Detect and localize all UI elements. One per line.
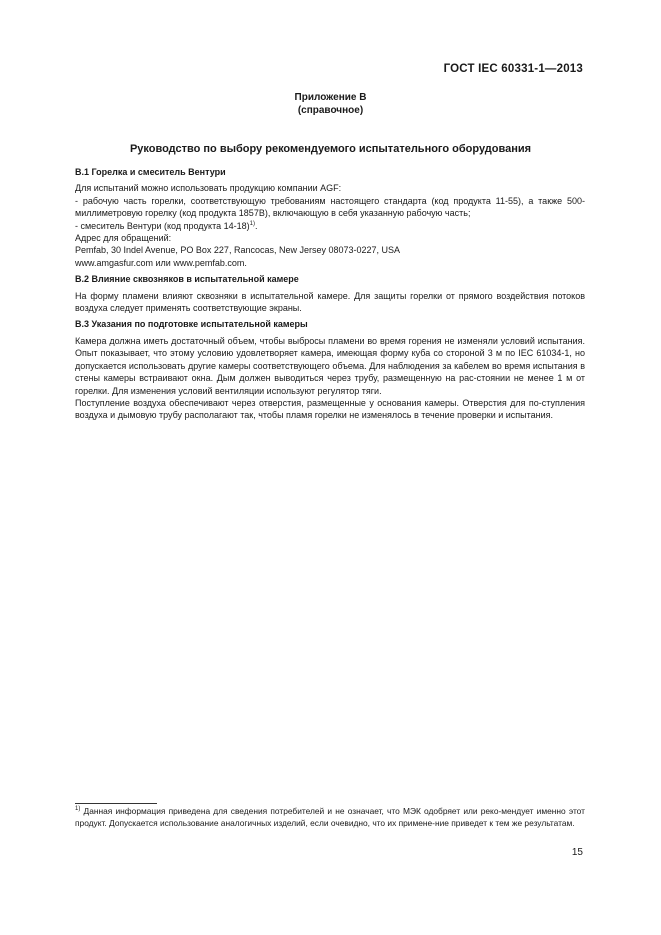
footnote-mark: 1) [75,806,81,812]
footnote-body: Данная информация приведена для сведения потребителей и не означает, что МЭК одобряет или реко-мендует именно этот продукт. Допускается использование аналогичных изделий, если очевидно, что их примене-ние приведет к тем же результатам. [75,806,585,828]
footnote-text [75,806,585,829]
paragraph: Камера должна иметь достаточный объем, чтобы выбросы пламени во время горения не изменяли условий испытания. Опыт показывает, что этому условию удовлетворяет камера, имеющая форму куба со стороной 3 м по IEC 61034-1, но допускается использовать другие камеры соответствующего объема. Для наблюдения за кабелем во время испытания в стены камеры встраивают окна. Дым должен выводиться через трубу, размещенную на рас-стоянии не менее 1 м от горелки. Для изменения условий вентиляции используют регулятор тяги. [75,335,585,396]
page-number: 15 [571,847,583,858]
section-heading: В.3 Указания по подготовке испытательной камеры [75,319,308,330]
address: Pemfab, 30 Indel Avenue, PO Box 227, Rancocas, New Jersey 08073-0227, USA [75,245,401,256]
footnote-divider [75,803,157,804]
footnote [75,806,585,829]
paragraph: На форму пламени влияют сквозняки в испытательной камере. Для защиты горелки от прямого воздействия потоков воздуха следует применять соответствующие экраны. [75,290,585,314]
paragraph: Адрес для обращений: [75,233,172,244]
web-addresses: www.amgasfur.com или www.pemfab.com. [75,257,247,268]
list-item-end: . [254,220,258,231]
document-body [75,166,585,422]
section-heading: В.1 Горелка и смеситель Вентури [75,167,226,177]
list-item-text: - смеситель Вентури (код продукта 14-18) [75,220,250,231]
appendix-heading [0,91,661,117]
standard-header: ГОСТ IEC 60331-1—2013 [443,63,583,75]
section-heading: В.2 Влияние сквозняков в испытательной камере [75,274,299,285]
footnote-reference[interactable]: 1) [249,220,255,227]
paragraph: Для испытаний можно использовать продукцию компании AGF: [75,183,342,194]
paragraph: Поступление воздуха обеспечивают через отверстия, размещенные у основания камеры. Отверстия для по-ступления воздуха и дымовую трубу располагают так, чтобы пламя горелки не изменялось в течение проверки и испытания. [75,397,585,421]
page-title: Руководство по выбору рекомендуемого испытательного оборудования [129,143,532,155]
list-item: - рабочую часть горелки, соответствующую требованиям настоящего стандарта (код продукта 11-55), а также 500-миллиметровую горелку (код продукта 1857B), включающую в себя указанную рабочую часть; [75,195,585,219]
list-item [75,220,585,232]
appendix-kind: (справочное) [297,105,364,116]
appendix-label: Приложение В [294,92,367,103]
